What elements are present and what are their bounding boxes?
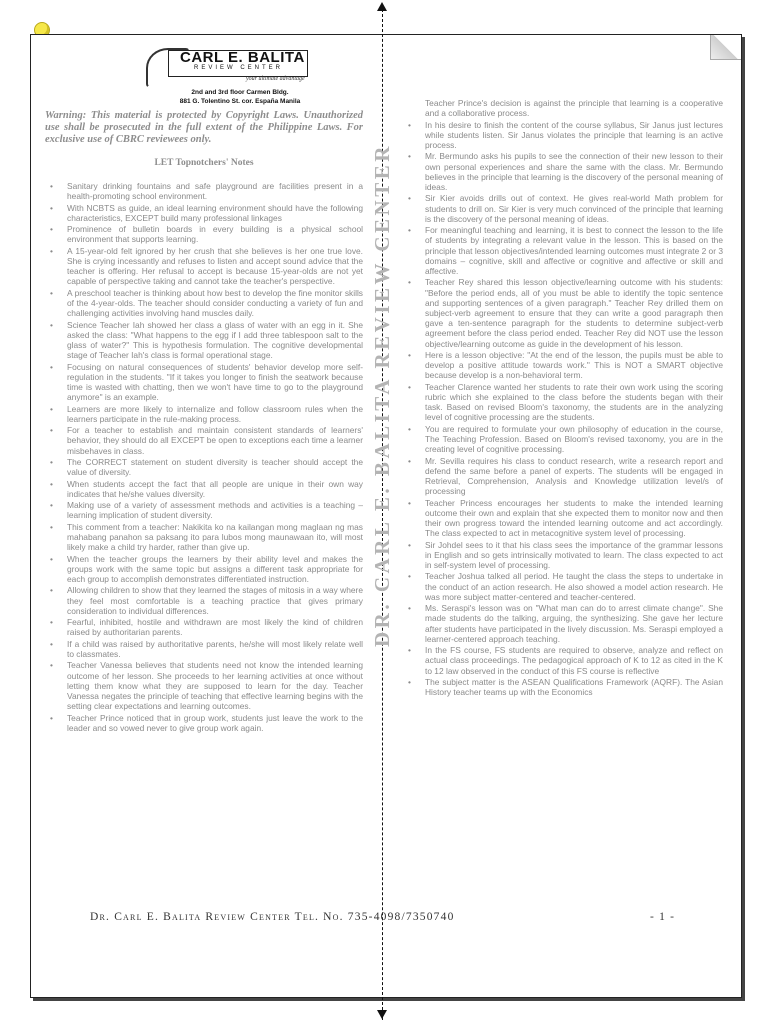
list-item: • In the FS course, FS students are required to observe, analyze and reflect on actual class proceedings. The pedagogical approach of K to 12 as cited in the K to 12 law observed in the conduct of this FS course is reflective	[403, 645, 723, 676]
address-block	[140, 88, 340, 106]
list-item: • Sir Johdel sees to it that his class sees the importance of the grammar lessons in English and so gets intrinsically motivated to learn. The class expected to act in self-system level of processing.	[403, 540, 723, 571]
list-item: • Mr. Sevilla requires his class to conduct research, write a research report and defend the same before a panel of experts. The students will be engaged in Retrieval, Comprehension, Analysis and Knowledge utilization level/s of processing	[403, 456, 723, 497]
list-item: • Fearful, inhibited, hostile and withdrawn are most likely the kind of children raised by authoritarian parents.	[45, 617, 363, 637]
company-logo	[146, 48, 310, 84]
list-item: • With NCBTS as guide, an ideal learning environment should have the following characteristics, EXCEPT build many professional linkages	[45, 203, 363, 223]
left-column	[45, 181, 363, 893]
list-item: • Teacher Princess encourages her students to make the intended learning outcome their own and explain that she expected them to monitor now and then their own progress toward the intended learning outcome and act accordingly. The class expected to act in metacognitive system level of processing.	[403, 498, 723, 539]
logo-name: CARL E. BALITA	[180, 49, 305, 66]
list-item: • Ms. Seraspi's lesson was on "What man can do to arrest climate change". She made students do the talking, arguing, the synthesizing. She gave her lecture after students have participated in the lively discussion. Ms. Seraspi employed a learner-centered approach teaching.	[403, 603, 723, 644]
list-item: • You are required to formulate your own philosophy of education in the course, The Teaching Profession. Based on Bloom's revised taxonomy, you are in the creating level of cognitive processing.	[403, 424, 723, 455]
logo-tagline: your ultimate advantage	[246, 76, 305, 82]
list-item: • The CORRECT statement on student diversity is teacher should accept the value of diversity.	[45, 457, 363, 477]
list-item: • Prominence of bulletin boards in every building is a physical school environment that supports learning.	[45, 224, 363, 244]
list-item: • A preschool teacher is thinking about how best to develop the fine monitor skills of the 4-year-olds. The teacher should consider conducting a variety of fun and challenging activities involving hand muscles daily.	[45, 288, 363, 319]
list-item: • For a teacher to establish and maintain consistent standards of learners' behavior, they should do all EXCEPT be open to exceptions each time a learner misbehaves in class.	[45, 425, 363, 456]
list-item: • Teacher Clarence wanted her students to rate their own work using the scoring rubric which she explained to the class before the students began with their task. Based on revised Bloom's taxonomy, the students are in the analyzing level of cognitive processing are the students.	[403, 382, 723, 423]
list-item: • Teacher Prince noticed that in group work, students just leave the work to the leader and so vowed never to give group work again.	[45, 713, 363, 733]
address-line-1: 2nd and 3rd floor Carmen Bldg.	[191, 89, 289, 96]
vertical-watermark: DR. CARL E. BALITA REVIEW CENTER	[370, 143, 394, 647]
list-item: • Learners are more likely to internalize and follow classroom rules when the learners participate in the rule-making process.	[45, 404, 363, 424]
list-item: • When the teacher groups the learners by their ability level and makes the groups work with the same topic but assigns a different task appropriate for each group to accomplish demonstrates differentiated instruction.	[45, 554, 363, 585]
copyright-warning: Warning: This material is protected by Copyright Laws. Unauthorized use shall be prosecuted in the full extent of the Philippine Laws. For exclusive use of CBRC reviewees only.	[45, 110, 363, 145]
list-item: • For meaningful teaching and learning, it is best to connect the lesson to the life of students by integrating a relevant value in the lesson. This is based on the principle that lesson objectives/intended learning outcomes must integrate 2 or 3 domains – cognitive, skill and affective or cognitive and affective or skill and affective.	[403, 225, 723, 276]
list-item: • Here is a lesson objective: "At the end of the lesson, the pupils must be able to develop a positive attitude towards work." This is NOT a SMART objective because develop is a non-behavioral term.	[403, 350, 723, 381]
list-item: • Mr. Bermundo asks his pupils to see the connection of their new lesson to their own personal experiences and share the same with the class. Mr. Bermundo believes in the principle that learning is the discovery of the personal meaning of ideas.	[403, 151, 723, 192]
list-item: • Science Teacher Iah showed her class a glass of water with an egg in it. She asked the class: "What happens to the egg if I add three tablespoon salt to the glass of water?" This is hypothesis formulation. The cognitive developmental stage of Teacher Iah's class is formal operational stage.	[45, 320, 363, 361]
list-item: • This comment from a teacher: Nakikita ko na kailangan mong maglaan ng mas mahabang panahon sa paksang ito para lubos mong maunawaan ito, will most likely make a child try harder, rather than give up.	[45, 522, 363, 553]
list-item: • Teacher Vanessa believes that students need not know the intended learning outcome of her lesson. She proceeds to her learning activities at once without letting them know what they are supposed to learn for the day. Teacher Vanessa negates the principle of teaching that effective learning begins with the setting clear expectations and learning outcomes.	[45, 660, 363, 711]
section-title: LET Topnotchers' Notes	[154, 158, 254, 168]
list-item: • Focusing on natural consequences of students' behavior develop more self-regulation in the students. "If it takes you longer to finish the seatwork because time is wasted with chatting, then we won't have time to go to the playground anymore" is an example.	[45, 362, 363, 403]
right-notes-list	[403, 98, 723, 697]
list-item: • In his desire to finish the content of the course syllabus, Sir Janus just lectures while students listen. Sir Janus violates the principle that learning is an active process.	[403, 120, 723, 151]
address-line-2: 881 G. Tolentino St. cor. España Manila	[179, 98, 301, 105]
list-item: • If a child was raised by authoritative parents, he/she will most likely relate well to classmates.	[45, 639, 363, 659]
list-item: • Sanitary drinking fountains and safe playground are facilities present in a health-promoting school environment.	[45, 181, 363, 201]
footer-text: Dr. Carl E. Balita Review Center Tel. No. 735-4098/7350740	[90, 911, 455, 923]
left-notes-list	[45, 181, 363, 733]
arrow-down-icon	[377, 1010, 387, 1019]
list-item: • Allowing children to show that they learned the stages of mitosis in a way where they feel most comfortable is a teaching practice that gives primary consideration to individual differences.	[45, 585, 363, 616]
list-item: • Sir Kier avoids drills out of context. He gives real-world Math problem for students to drill on. Sir Kier is very much convinced of the principle that learning is the discovery of the personal meaning of ideas.	[403, 193, 723, 224]
list-item: • Making use of a variety of assessment methods and activities is a teaching – learning implication of student diversity.	[45, 500, 363, 520]
list-item-continuation: Teacher Prince's decision is against the principle that learning is a cooperative and a collaborative process.	[425, 98, 723, 119]
right-column	[403, 98, 723, 904]
list-item: • A 15-year-old felt ignored by her crush that she believes is her one true love. She is crying incessantly and refuses to listen and accept sound advice that the teacher is offering. Her refusal to accept is because 15-year-olds are not yet capable of perspective taking and cannot take the teacher's perspective.	[45, 246, 363, 287]
list-item: • Teacher Joshua talked all period. He taught the class the steps to undertake in the conduct of an action research. He also showed a model action research. He was more subject matter-centered and teacher-centered.	[403, 571, 723, 602]
list-item: • When students accept the fact that all people are unique in their own way indicates that he/she values diversity.	[45, 479, 363, 499]
page-curl-icon	[710, 35, 741, 60]
page-number: - 1 -	[650, 911, 676, 923]
list-item: • Teacher Rey shared this lesson objective/learning outcome with his students: "Before the period ends, all of you must be able to identify the topic sentence and supporting sentences of a given paragraph." Teacher Rey drilled them on subject-verb agreement to ensure that they can write a good paragraph then gave a ten-sentence paragraph for the students to determine subject-verb agreement before the class period ended. Teacher Rey did NOT use the lesson objective/learning outcome as guide in the development of his lesson.	[403, 277, 723, 348]
logo-subtitle: REVIEW CENTER	[194, 65, 284, 71]
list-item: • The subject matter is the ASEAN Qualifications Framework (AQRF). The Asian History teacher teams up with the Economics	[403, 677, 723, 697]
page-footer	[90, 911, 690, 923]
